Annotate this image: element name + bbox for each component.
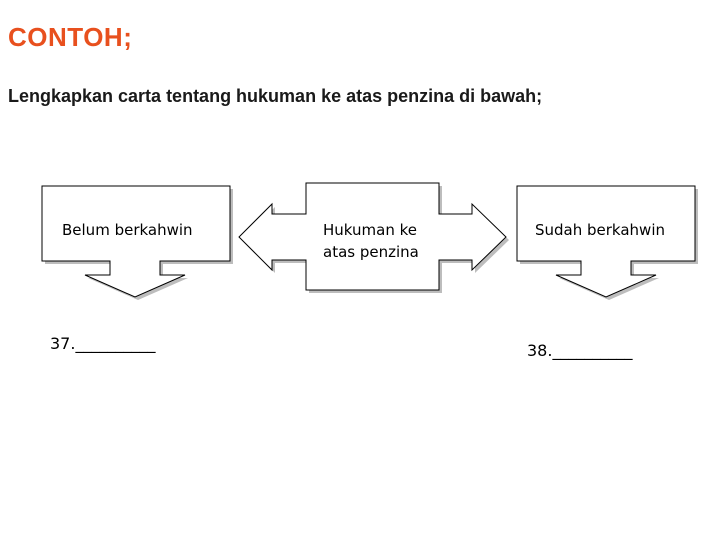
center-box-label: Hukuman ke atas penzina (323, 221, 419, 261)
left-callout-box (42, 186, 230, 297)
page-heading: CONTOH; (8, 22, 133, 52)
answer-38-blank[interactable]: 38.__________ (527, 341, 633, 360)
right-callout-box (517, 186, 695, 297)
answer-37-blank[interactable]: 37.__________ (50, 334, 156, 353)
right-box-label: Sudah berkahwin (535, 221, 665, 239)
left-box-label: Belum berkahwin (62, 221, 193, 239)
instruction-text: Lengkapkan carta tentang hukuman ke atas penzina di bawah; (8, 86, 543, 106)
